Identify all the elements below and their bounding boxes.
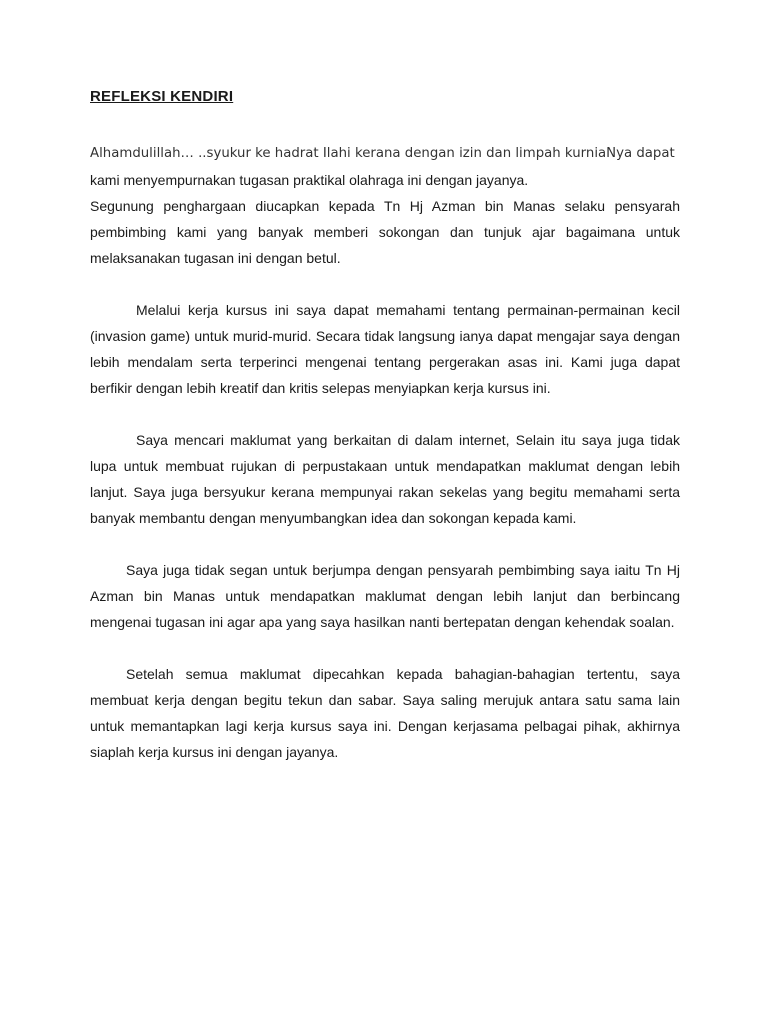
intro-line-3: Segunung penghargaan diucapkan kepada Tn Hj Azman bin Manas selaku pensyarah pembimbing kami yang banyak memberi sokongan dan tunjuk ajar bagaimana untuk melaksanakan tugasan ini dengan betul. — [90, 198, 680, 266]
paragraph-4: Setelah semua maklumat dipecahkan kepada bahagian-bahagian tertentu, saya membuat kerja dengan begitu tekun dan sabar. Saya saling merujuk antara satu sama lain untuk memantapkan lagi kerja kursus saya ini. Dengan kerjasama pelbagai pihak, akhirnya siaplah kerja kursus ini dengan jayanya. — [90, 666, 680, 760]
paragraph-3: Saya juga tidak segan untuk berjumpa dengan pensyarah pembimbing saya iaitu Tn Hj Azman bin Manas untuk mendapatkan maklumat dengan lebih lanjut dan berbincang mengenai tugasan ini agar apa yang saya hasilkan nanti bertepatan dengan kehendak soalan. — [90, 562, 680, 630]
document-title: REFLEKSI KENDIRI — [90, 88, 234, 105]
intro-paragraph — [90, 141, 680, 271]
intro-line-2: kami menyempurnakan tugasan praktikal olahraga ini dengan jayanya. — [90, 172, 529, 188]
intro-line-1: Alhamdulillah… ..syukur ke hadrat Ilahi kerana dengan izin dan limpah kurniaNya dapat — [90, 146, 675, 161]
paragraph-1: Melalui kerja kursus ini saya dapat memahami tentang permainan-permainan kecil (invasion game) untuk murid-murid. Secara tidak langsung ianya dapat mengajar saya dengan lebih mendalam serta terperinci mengenai tentang pergerakan asas ini. Kami juga dapat berfikir dengan lebih kreatif dan kritis selepas menyiapkan kerja kursus ini. — [90, 302, 680, 396]
document-page — [90, 88, 680, 765]
paragraph-2: Saya mencari maklumat yang berkaitan di dalam internet, Selain itu saya juga tidak lupa untuk membuat rujukan di perpustakaan untuk mendapatkan maklumat dengan lebih lanjut. Saya juga bersyukur kerana mempunyai rakan sekelas yang begitu memahami serta banyak membantu dengan menyumbangkan idea dan sokongan kepada kami. — [90, 432, 680, 526]
